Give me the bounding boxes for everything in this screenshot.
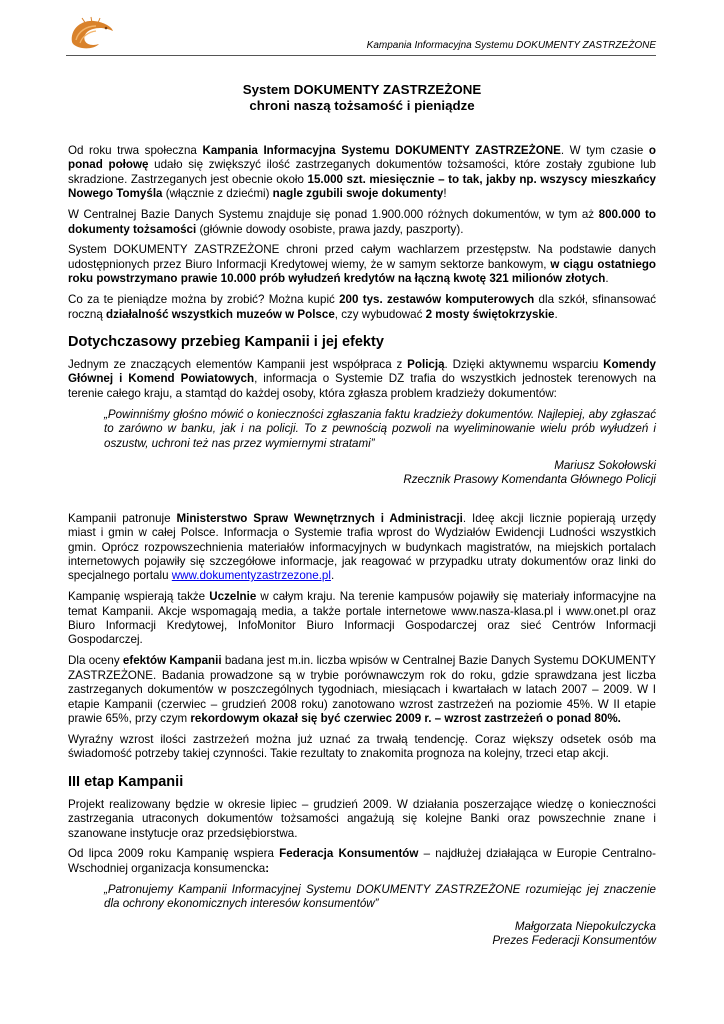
text-run: udało się zwiększyć ilość zastrzeganych dokumentów tożsamości, które zostały zgubione lub skradzione. Zastrzeganych jest obecnie około: [68, 158, 656, 186]
text-run: (głównie dowody osobiste, prawa jazdy, paszporty).: [196, 222, 464, 236]
title-line-1: System DOKUMENTY ZASTRZEŻONE: [242, 82, 482, 97]
text-run: Kampanii patronuje: [68, 511, 177, 525]
text-run: Jednym ze znaczących elementów Kampanii jest współpraca z: [68, 357, 408, 371]
police-signature: [68, 459, 656, 488]
text-run: Projekt realizowany będzie w okresie lipiec – grudzień 2009. W działania poszerzające wiedzę o konieczności zastrzegania utraconych dokumentów tożsamości angażują się kolejne Banki oraz powszechnie znane i szanowane instytucje oraz przedsiębiorstwa.: [68, 797, 656, 840]
text-run: Co za te pieniądze można by zrobić? Można kupić: [68, 293, 340, 307]
federation-paragraph: [68, 847, 656, 876]
text-run: .: [554, 307, 558, 321]
text-run: Kampanię wspierają także: [68, 590, 210, 604]
effects-paragraph: [68, 654, 656, 726]
text-run: , czy wybudować: [334, 307, 426, 321]
police-quote: „Powinniśmy głośno mówić o konieczności zgłaszania faktu kradzieży dokumentów. Najlepiej, aby zgłaszać to zarówno w banku, jak i na policji. To z pewnością pozwoli na wyeliminowanie wielu prób wyłudzeń i oszustw, uchroni też nas przez wymiernymi stratami”: [104, 407, 656, 450]
trend-paragraph: [68, 733, 656, 762]
bold-text: działalność wszystkich muzeów w Polsce: [106, 307, 335, 321]
title-line-2: chroni naszą tożsamość i pieniądze: [249, 98, 475, 113]
text-run: . Ideę akcji licznie popierają urzędy miast i gmin w całej Polsce. Informacja o Systemie trafia wprost do Wydziałów Ewidencji Ludności wszystkich gmin. Oprócz rozpowszechnienia materiałów informacyjnych w budynkach magistratów, na miejskich portalach internetowych pojawiły się szczegółowe informacje, jak reagować w przypadku utraty dokumentów oraz linki do specjalnego portalu: [68, 511, 657, 583]
bold-text: Ministerstwo Spraw Wewnętrznych i Administracji: [176, 511, 463, 525]
portal-link[interactable]: www.dokumentyzastrzezone.pl: [171, 569, 331, 583]
universities-paragraph: [68, 590, 656, 648]
section-heading-stage-3: III etap Kampanii: [68, 773, 184, 790]
text-run: .: [330, 569, 335, 583]
bold-text: Kampania Informacyjna Systemu DOKUMENTY ZASTRZEŻONE: [202, 144, 561, 157]
intro-paragraph-4: [68, 293, 656, 322]
bold-text: 200 tys. zestawów komputerowych: [339, 293, 535, 307]
intro-paragraph-2: [68, 208, 656, 237]
text-run: .: [605, 272, 609, 286]
bold-text: efektów Kampanii: [122, 654, 222, 668]
bold-text: 800.000 to dokumenty tożsamości: [68, 208, 657, 236]
text-run: (włącznie z dziećmi): [162, 187, 273, 201]
bold-text: rekordowym okazał się być czerwiec 2009 r. – wzrost zastrzeżeń o ponad 80%.: [190, 712, 621, 725]
project-paragraph: [68, 798, 656, 841]
text-run: . Dzięki aktywnemu wsparciu: [444, 357, 604, 371]
text-run: Dla oceny: [68, 654, 123, 668]
intro-paragraph-1: [68, 144, 656, 202]
signature-name: Mariusz Sokołowski: [554, 458, 656, 472]
signature-name: Małgorzata Niepokulczycka: [514, 919, 656, 933]
text-run: W Centralnej Bazie Danych Systemu znajduje się ponad 1.900.000 różnych dokumentów, w tym aż: [68, 208, 599, 222]
text-run: Od lipca 2009 roku Kampanię wspiera: [68, 847, 280, 861]
running-header: Kampania Informacyjna Systemu DOKUMENTY ZASTRZEŻONE: [366, 40, 656, 51]
text-run: dla szkół, sfinansować roczną: [68, 293, 657, 321]
document-body: [68, 82, 656, 948]
intro-paragraph-3: [68, 243, 656, 286]
bold-text: 15.000 szt. miesięcznie – to tak, jakby np. wszyscy mieszkańcy Nowego Tomyśla: [68, 172, 656, 201]
bold-text: o ponad połowę: [68, 144, 657, 172]
bold-text: 2 mosty świętokrzyskie: [425, 307, 555, 321]
bold-text: :: [265, 861, 270, 875]
document-title: [68, 82, 656, 114]
bold-text: Komendy Głównej i Komend Powiatowych: [68, 357, 656, 386]
text-run: !: [443, 187, 447, 201]
text-run: . W tym czasie: [560, 144, 649, 157]
text-run: System DOKUMENTY ZASTRZEŻONE chroni przed całym wachlarzem przestępstw. Na podstawie danych udostępnionych przez Biuro Informacji Kredytowej wiemy, że w samym sektorze bankowym,: [68, 243, 656, 271]
federation-signature: [68, 920, 656, 949]
section-heading-progress: Dotychczasowy przebieg Kampanii i jej efekty: [68, 333, 384, 350]
text-run: Od roku trwa społeczna: [68, 144, 203, 157]
bold-text: nagle zgubili swoje dokumenty: [272, 187, 444, 201]
shrimp-logo-icon: [66, 16, 116, 52]
signature-role: Prezes Federacji Konsumentów: [492, 933, 656, 947]
bold-text: Federacja Konsumentów: [279, 847, 419, 861]
bold-text: w ciągu ostatniego roku powstrzymano prawie 10.000 prób wyłudzeń kredytów na łączną kwotę 321 milionów złotych: [68, 257, 656, 286]
police-paragraph: [68, 358, 656, 401]
federation-quote: „Patronujemy Kampanii Informacyjnej Systemu DOKUMENTY ZASTRZEŻONE rozumiejąc jej znaczenie dla ochrony ekonomicznych interesów konsumentów”: [104, 882, 656, 911]
text-run: w całym kraju. Na terenie kampusów pojawiły się materiały informacyjne na temat Kampanii. Akcje wspomagają media, a także portale internetowe www.nasza-klasa.pl i www.onet.pl oraz Biuro Informacji Kredytowej, InfoMonitor Biuro Informacji Gospodarczej oraz sieć Centrów Informacji Gospodarczej.: [68, 590, 656, 647]
bold-text: Uczelnie: [209, 590, 257, 604]
bold-text: Policją: [407, 357, 445, 371]
header-rule: [66, 55, 656, 56]
ministry-paragraph: [68, 512, 656, 584]
signature-role: Rzecznik Prasowy Komendanta Głównego Policji: [403, 473, 656, 487]
text-run: – najdłużej działająca w Europie Centralno-Wschodniej organizacja konsumencka: [68, 847, 656, 875]
text-run: badana jest m.in. liczba wpisów w Centralnej Bazie Danych Systemu DOKUMENTY ZASTRZEŻONE. Badania prowadzone są w trybie porównawczym rok do roku, gdzie sprawdzana jest liczba zastrzeganych dokumentów w poszczególnych tygodniach, miesiącach i kwartałach w latach 2007 – 2009. W I etapie Kampanii (czerwiec – grudzień 2008 roku) zanotowano wzrost zastrzeżeń na poziomie 45%. W II etapie prawie 65%, przy czym: [68, 654, 656, 725]
text-run: , informacja o Systemie DZ trafia do wszystkich jednostek terenowych na terenie całego kraju, a stamtąd do każdej osoby, która zgłasza problem kradzieży dokumentów:: [68, 372, 656, 400]
text-run: Wyraźny wzrost ilości zastrzeżeń można już uznać za trwałą tendencję. Coraz większy odsetek osób ma świadomość potrzeby takiej czynności. Takie rezultaty to znakomita prognoza na kolejny, trzeci etap akcji.: [68, 732, 656, 761]
